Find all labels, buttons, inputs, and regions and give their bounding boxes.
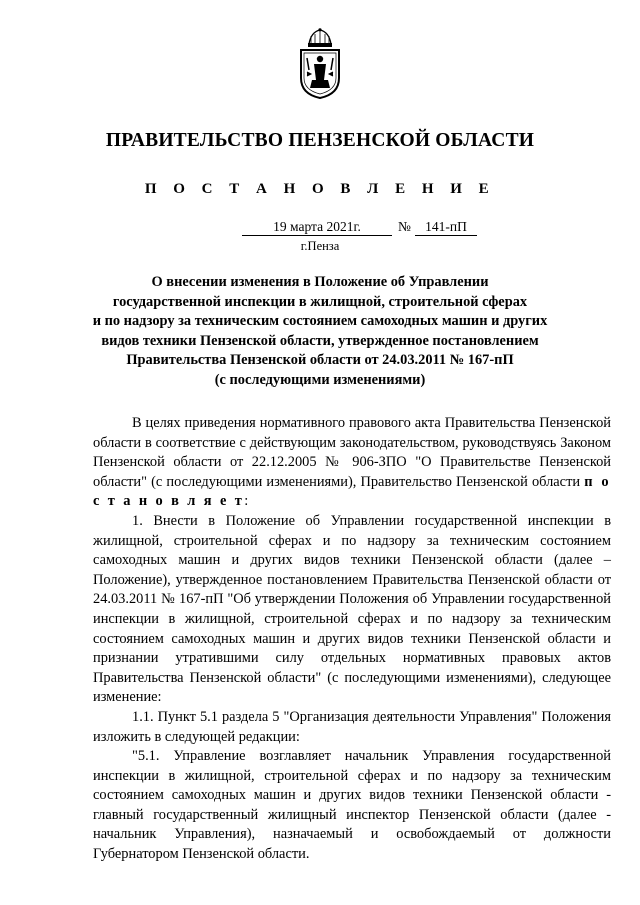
title-line: видов техники Пензенской области, утвержденное постановлением	[101, 332, 539, 349]
paragraph-item-1: 1. Внести в Положение об Управлении государственной инспекции в жилищной, строительной сферах и по надзору за техническим состоянием самоходных машин и других видов техники Пензенской области (далее – Положение), утвержденное постановлением Правительства Пензенской области от 24.03.2011 № 167-пП "Об утверждении Положения об Управлении государственной инспекции в жилищной, строительной сферах и по надзору за техническим состоянием самоходных машин и других видов техники Пензенской области и признании утратившими силу отдельных нормативных правовых актов Правительства Пензенской области" (с последующими изменениями), следующее изменение:	[93, 512, 611, 706]
document-type: П О С Т А Н О В Л Е Н И Е	[144, 181, 496, 197]
paragraph-item-5-1: "5.1. Управление возглавляет начальник Управления государственной инспекции в жилищной, строительной сферах и по надзору за техническим состоянием самоходных машин и других видов техники Пензенской области - главный государственный жилищный инспектор Пензенской области (далее - начальник Управления), назначаемый и освобождаемый от должности Губернатором Пензенской области.	[93, 748, 611, 863]
paragraph-item-1-1: 1.1. Пункт 5.1 раздела 5 "Организация деятельности Управления" Положения изложить в следующей редакции:	[93, 708, 611, 745]
number-sign: №	[398, 219, 411, 234]
paragraph-preamble	[93, 414, 611, 512]
city: г.Пенза	[300, 239, 340, 253]
coat-of-arms-icon	[295, 28, 345, 100]
document-body	[93, 414, 611, 865]
resolves-word: п о с т а н о в л я е т	[93, 473, 611, 510]
title-line: государственной инспекции в жилищной, строительной сферах	[112, 293, 528, 310]
preamble-colon: :	[244, 493, 249, 510]
document-title	[60, 273, 580, 391]
date-number-line	[0, 218, 640, 238]
title-line: (с последующими изменениями)	[214, 371, 426, 388]
title-line: и по надзору за техническим состоянием самоходных машин и других	[92, 313, 548, 330]
preamble-text: В целях приведения нормативного правового акта Правительства Пензенской области в соответствие с действующим законодательством, руководствуясь Законом Пензенской области от 22.12.2005 № 906-ЗПО "О Правительстве Пензенской области" (с последующими изменениями), Правительство Пензенской области	[93, 415, 611, 490]
title-line: О внесении изменения в Положение об Управлении	[151, 274, 489, 290]
organization-name: ПРАВИТЕЛЬСТВО ПЕНЗЕНСКОЙ ОБЛАСТИ	[105, 130, 535, 151]
title-line: Правительства Пензенской области от 24.03.2011 № 167-пП	[126, 352, 514, 369]
document-number: 141-пП	[415, 218, 477, 236]
document-date: 19 марта 2021г.	[242, 218, 392, 236]
